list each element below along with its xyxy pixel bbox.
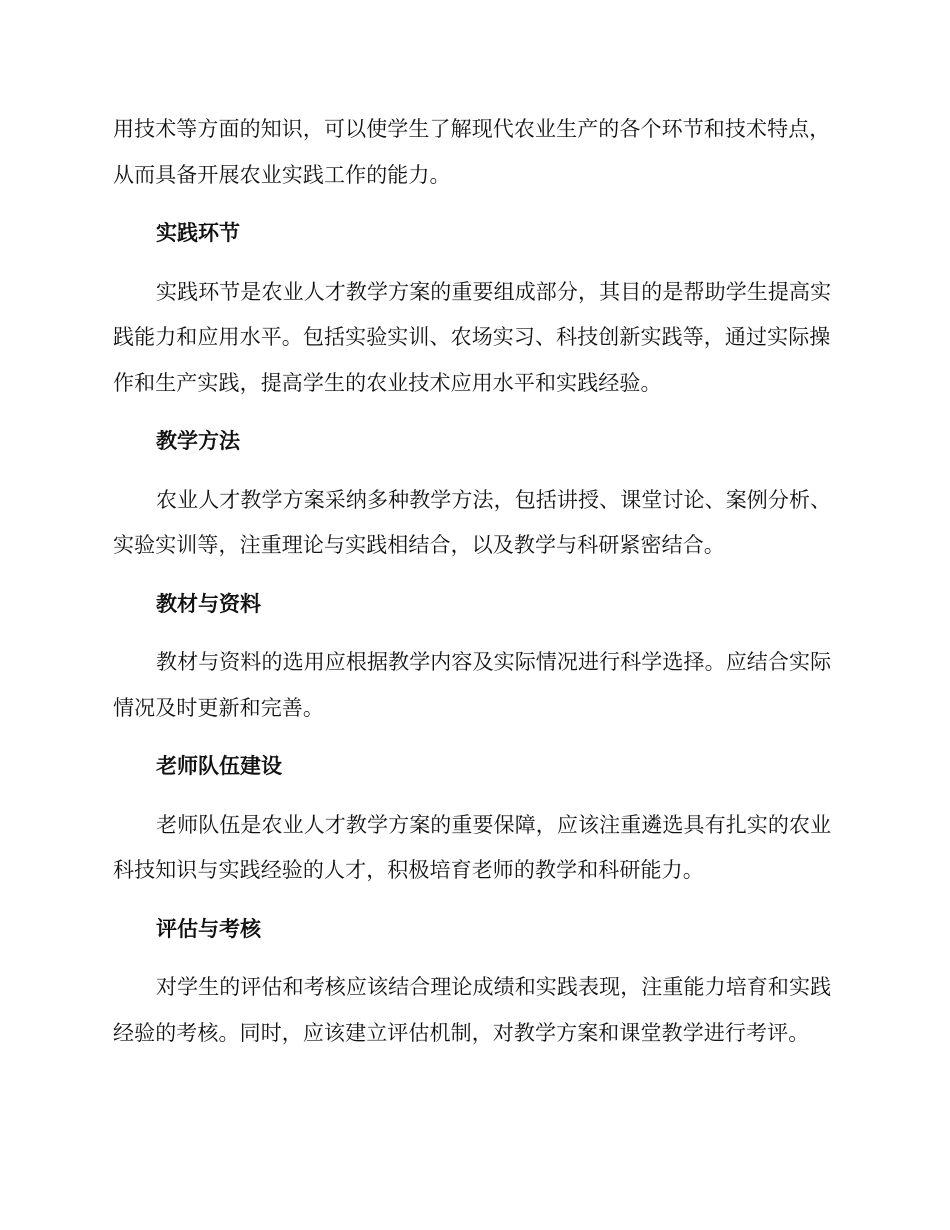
section-heading-materials: 教材与资料 [156,591,261,616]
document-body [113,107,833,1069]
section-heading-teaching-methods: 教学方法 [156,429,240,453]
section-body-teaching-methods: 农业人才教学方案采纳多种教学方法，包括讲授、课堂讨论、案例分析、实验实训等，注重理论与实践相结合，以及教学与科研紧密结合。 [113,487,832,557]
section-heading-practice: 实践环节 [156,221,240,245]
intro-paragraph: 用技术等方面的知识，可以使学生了解现代农业生产的各个环节和技术特点，从而具备开展农业实践工作的能力。 [113,117,831,187]
section-body-teacher-team: 老师队伍是农业人才教学方案的重要保障，应该注重遴选具有扎实的农业科技知识与实践经验的人才，积极培育老师的教学和科研能力。 [113,812,832,882]
section-body-materials: 教材与资料的选用应根据教学内容及实际情况进行科学选择。应结合实际情况及时更新和完善。 [113,650,832,720]
section-body-practice: 实践环节是农业人才教学方案的重要组成部分，其目的是帮助学生提高实践能力和应用水平。包括实验实训、农场实习、科技创新实践等，通过实际操作和生产实践，提高学生的农业技术应用水平和实践经验。 [113,279,832,395]
section-body-evaluation: 对学生的评估和考核应该结合理论成绩和实践表现，注重能力培育和实践经验的考核。同时，应该建立评估机制，对教学方案和课堂教学进行考评。 [113,975,832,1045]
section-heading-teacher-team: 老师队伍建设 [156,754,282,778]
section-heading-evaluation: 评估与考核 [156,916,261,941]
